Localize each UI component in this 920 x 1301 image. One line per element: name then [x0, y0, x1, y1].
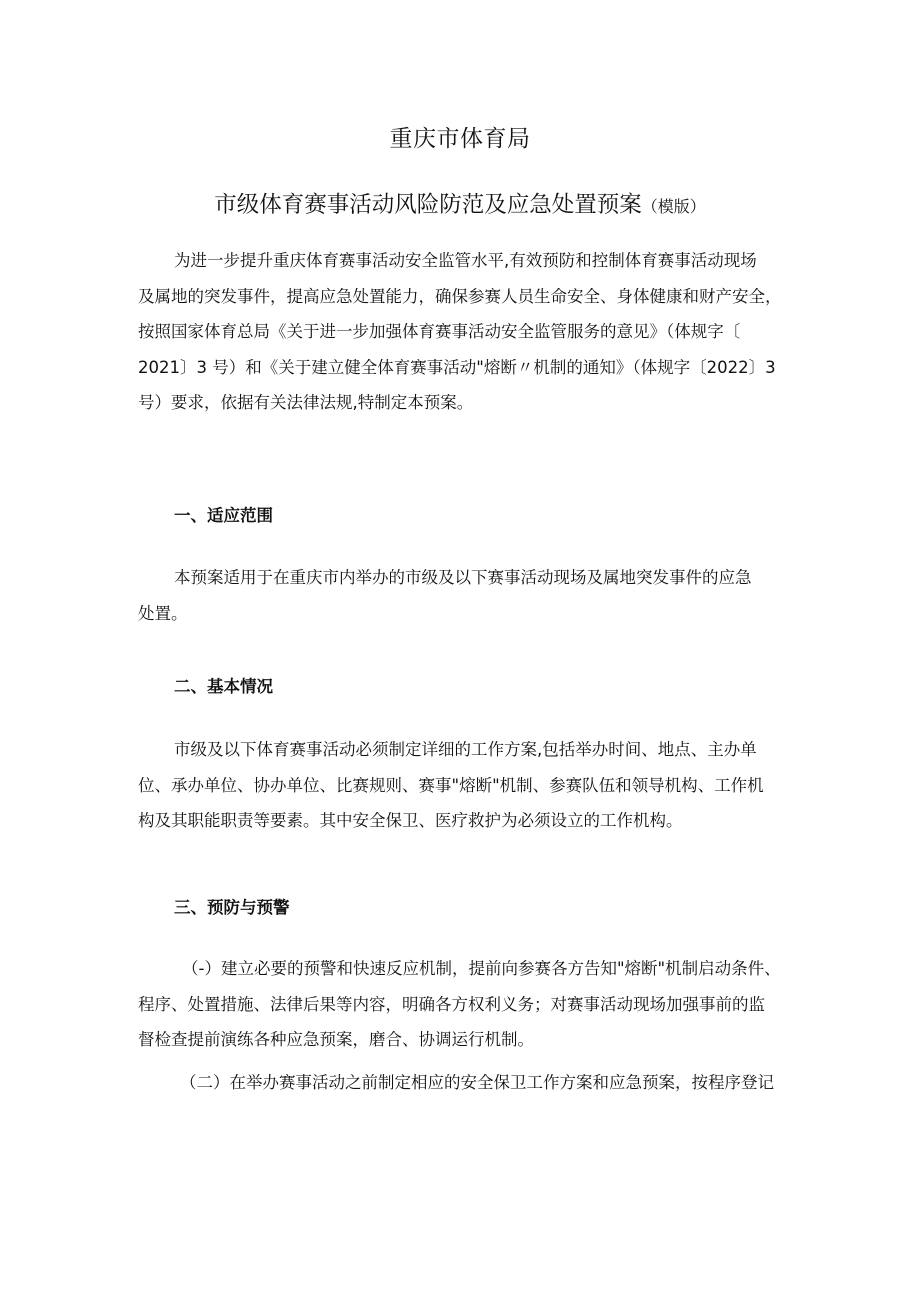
- org-title: 重庆市体育局: [389, 126, 531, 152]
- basic-line: 构及其职能职责等要素。其中安全保卫、医疗救护为必须设立的工作机构。: [138, 811, 683, 830]
- prevention-line: （二）在举办赛事活动之前制定相应的安全保卫工作方案和应急预案，按程序登记: [180, 1073, 774, 1092]
- section-heading-basic: 二、基本情况: [174, 677, 273, 696]
- intro-line: 按照国家体育总局《关于进一步加强体育赛事活动安全监管服务的意见》（体规字〔: [138, 322, 741, 341]
- prevention-paragraph-1: [138, 951, 788, 1058]
- document-title-text: 市级体育赛事活动风险防范及应急处置预案: [214, 192, 642, 218]
- scope-paragraph: [138, 560, 788, 631]
- basic-line: 位、承办单位、协办单位、比赛规则、赛事"熔断"机制、参赛队伍和领导机构、工作机: [138, 775, 764, 795]
- document-title: [0, 190, 920, 222]
- scope-line: 处置。: [138, 603, 188, 623]
- intro-line: 2021〕3 号）和《关于建立健全体育赛事活动"熔断〃机制的通知》（体规字〔2022〕3: [138, 357, 776, 377]
- intro-line: 为进一步提升重庆体育赛事活动安全监管水平,有效预防和控制体育赛事活动现场: [174, 251, 757, 270]
- section-heading-prevention: 三、预防与预警: [174, 898, 290, 917]
- prevention-line: 督检查提前演练各种应急预案，磨合、协调运行机制。: [138, 1030, 534, 1049]
- intro-line: 及属地的突发事件，提高应急处置能力，确保参赛人员生命安全、身体健康和财产安全，: [138, 286, 782, 306]
- prevention-line: （-）建立必要的预警和快速反应机制，提前向参赛各方告知"熔断"机制启动条件、: [182, 959, 781, 978]
- section-heading-scope: 一、适应范围: [174, 506, 273, 525]
- intro-paragraph: [138, 243, 788, 421]
- basic-line: 市级及以下体育赛事活动必须制定详细的工作方案,包括举办时间、地点、主办单: [174, 740, 757, 759]
- document-title-note: （模版）: [641, 197, 706, 216]
- scope-line: 本预案适用于在重庆市内举办的市级及以下赛事活动现场及属地突发事件的应急: [174, 568, 752, 587]
- intro-line: 号）要求，依据有关法律法规,特制定本预案。: [138, 393, 474, 412]
- basic-paragraph: [138, 732, 788, 839]
- prevention-line: 程序、处置措施、法律后果等内容，明确各方权利义务；对赛事活动现场加强事前的监: [138, 994, 765, 1014]
- prevention-paragraph-2: [138, 1065, 788, 1101]
